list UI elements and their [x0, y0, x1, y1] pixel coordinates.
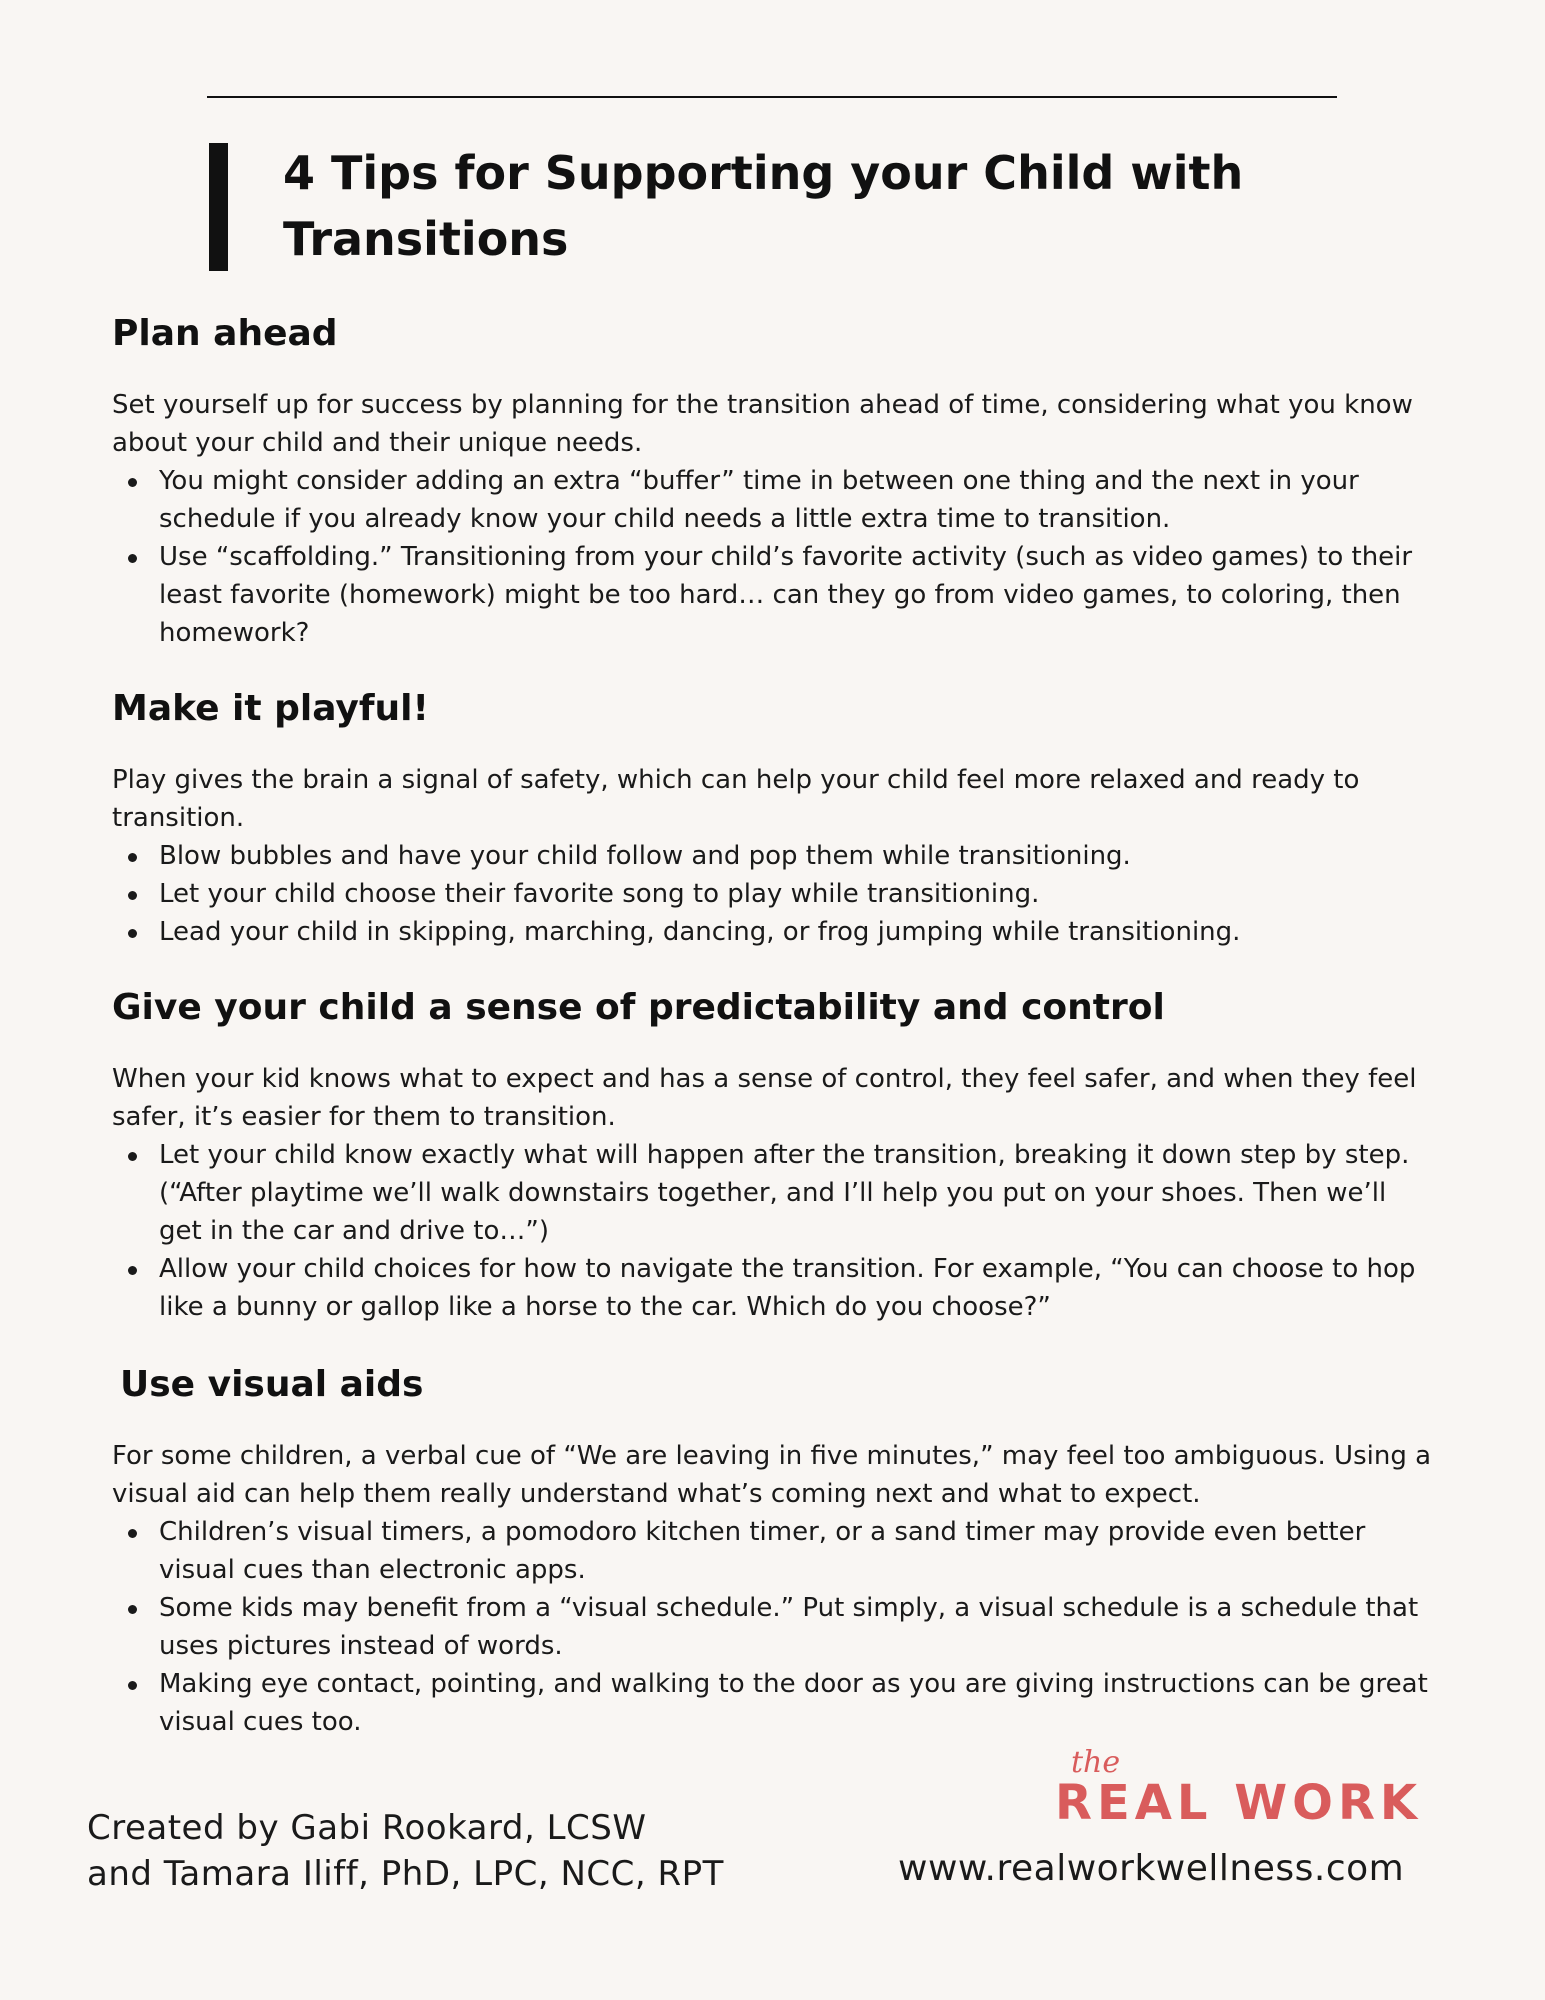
- bullet-list: [112, 1136, 1432, 1326]
- list-item: Lead your child in skipping, marching, dancing, or frog jumping while transitioning.: [112, 913, 1432, 951]
- logo-wordmark: REAL WORK: [1055, 1775, 1423, 1831]
- section-intro: Play gives the brain a signal of safety, which can help your child feel more relaxed and ready to transition.: [112, 765, 1360, 833]
- top-divider: [207, 96, 1337, 98]
- section-plan-ahead: [112, 310, 1432, 652]
- bullet-list: [112, 837, 1432, 951]
- section-predictability-control: [112, 984, 1432, 1326]
- credit-line: and Tamara Iliff, PhD, LPC, NCC, RPT: [87, 1854, 724, 1894]
- list-item: You might consider adding an extra “buffer” time in between one thing and the next in your schedule if you already know your child needs a little extra time to transition.: [112, 462, 1432, 538]
- page-title: 4 Tips for Supporting your Child with Transitions: [283, 146, 1244, 266]
- section-heading: Use visual aids: [120, 1364, 424, 1405]
- list-item: Children’s visual timers, a pomodoro kitchen timer, or a sand timer may provide even better visual cues than electronic apps.: [112, 1513, 1432, 1589]
- list-item: Some kids may benefit from a “visual schedule.” Put simply, a visual schedule is a schedule that uses pictures instead of words.: [112, 1589, 1432, 1665]
- section-intro: When your kid knows what to expect and has a sense of control, they feel safer, and when they feel safer, it’s easier for them to transition.: [112, 1064, 1417, 1132]
- section-visual-aids: [112, 1361, 1432, 1741]
- list-item: Let your child choose their favorite song to play while transitioning.: [112, 875, 1432, 913]
- credit-line: Created by Gabi Rookard, LCSW: [87, 1808, 647, 1848]
- section-intro: Set yourself up for success by planning for the transition ahead of time, considering what you know about your child and their unique needs.: [112, 390, 1413, 458]
- website-url: www.realworkwellness.com: [898, 1848, 1405, 1889]
- list-item: Let your child know exactly what will happen after the transition, breaking it down step by step. (“After playtime we’ll walk downstairs together, and I’ll help you put on your shoes. Then we’ll get in the car and drive to…”): [112, 1136, 1432, 1250]
- section-heading: Make it playful!: [112, 688, 429, 729]
- list-item: Blow bubbles and have your child follow and pop them while transitioning.: [112, 837, 1432, 875]
- section-intro: For some children, a verbal cue of “We are leaving in five minutes,” may feel too ambiguous. Using a visual aid can help them really understand what’s coming next and what to expect.: [112, 1441, 1432, 1509]
- title-accent-bar: [209, 143, 228, 271]
- bullet-list: [112, 1513, 1432, 1741]
- list-item: Use “scaffolding.” Transitioning from your child’s favorite activity (such as video games) to their least favorite (homework) might be too hard… can they go from video games, to coloring, then homework?: [112, 538, 1432, 652]
- bullet-list: [112, 462, 1432, 652]
- logo-the-text: the: [1071, 1745, 1121, 1780]
- section-heading: Give your child a sense of predictability and control: [112, 987, 1165, 1028]
- list-item: Making eye contact, pointing, and walking to the door as you are giving instructions can be great visual cues too.: [112, 1665, 1432, 1741]
- section-make-it-playful: [112, 685, 1432, 951]
- list-item: Allow your child choices for how to navigate the transition. For example, “You can choose to hop like a bunny or gallop like a horse to the car. Which do you choose?”: [112, 1250, 1432, 1326]
- author-credits: [87, 1805, 724, 1897]
- section-heading: Plan ahead: [112, 313, 338, 354]
